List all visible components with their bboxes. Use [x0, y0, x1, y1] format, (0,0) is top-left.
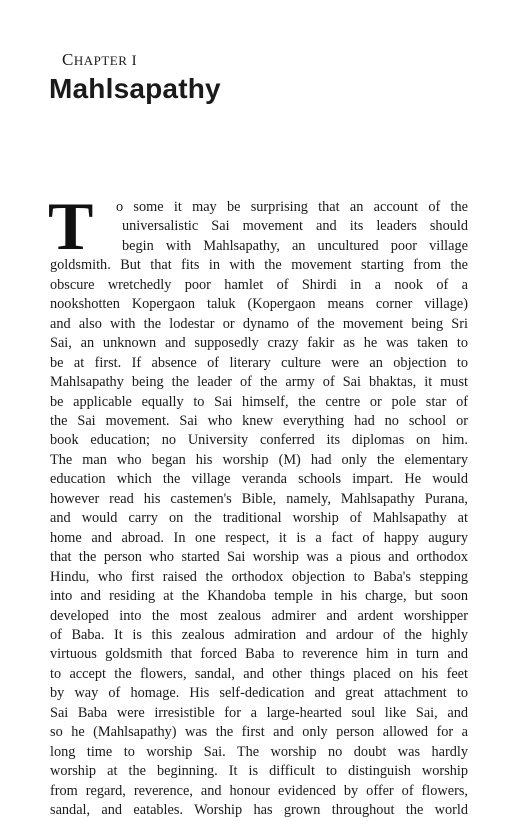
text-line: of Baba. It is this zealous admiration and ardour of the highly — [50, 626, 468, 643]
text-line: to accept the flowers, sandal, and other things placed on his feet — [50, 665, 468, 682]
chapter-title: Mahlsapathy — [49, 73, 221, 104]
chapter-label-rest: HAPTER — [73, 53, 128, 68]
text-line: long time to worship Sai. The worship no doubt was hardly — [50, 743, 468, 760]
text-line: sandal, and eatables. Worship has grown throughout the world — [50, 802, 468, 819]
text-line: goldsmith. But that fits in with the movement starting from the — [50, 257, 468, 274]
chapter-number: I — [131, 53, 138, 69]
text-line: nookshotten Kopergaon taluk (Kopergaon means corner village) — [50, 296, 468, 313]
text-line: education which the village veranda schools impart. He would — [50, 471, 468, 488]
text-line: begin with Mahlsapathy, an uncultured poor village — [122, 237, 468, 254]
text-line: Mahlsapathy being the leader of the army of Sai bhaktas, it must — [50, 374, 468, 391]
text-line: the Sai movement. Sai who knew everything had no school or — [50, 412, 468, 429]
text-line: virtuous goldsmith that forced Baba to reverence him in turn and — [50, 646, 468, 663]
text-line: obscure wretchedly poor hamlet of Shirdi in a nook of a — [50, 276, 468, 293]
text-line: Sai, an unknown and supposedly crazy fakir as he was taken to — [50, 335, 468, 352]
text-line: be at first. If absence of literary culture were an objection to — [50, 354, 468, 371]
text-line: by way of homage. His self-dedication and great attachment to — [50, 685, 468, 702]
text-line: The man who began his worship (M) had only the elementary — [50, 451, 468, 468]
text-line: and also with the lodestar or dynamo of the movement being Sri — [50, 315, 468, 332]
text-line: o some it may be surprising that an account of the — [116, 199, 468, 215]
text-line: and would carry on the traditional worship of Mahlsapathy at — [50, 510, 468, 527]
chapter-label-initial: C — [62, 50, 74, 69]
text-line: developed into the most zealous admirer and ardent worshipper — [50, 607, 468, 624]
text-line: book education; no University conferred its diplomas on him. — [50, 432, 468, 449]
body-text — [48, 188, 468, 821]
text-line: home and abroad. In one respect, it is a fact of happy augury — [50, 529, 468, 546]
drop-cap: T — [48, 188, 94, 264]
text-line: however read his castemen's Bible, namely, Mahlsapathy Purana, — [50, 490, 468, 507]
text-line: worship at the beginning. It is difficult to distinguish worship — [50, 763, 468, 780]
text-line: into and residing at the Khandoba temple in his charge, but soon — [50, 588, 468, 605]
text-line: Hindu, who first raised the orthodox objection to Baba's stepping — [50, 568, 468, 585]
chapter-label — [62, 50, 137, 70]
text-line: be applicable equally to Sai himself, the centre or pole star of — [50, 393, 468, 410]
text-line: universalistic Sai movement and its leaders should — [122, 218, 468, 235]
text-line: Sai Baba were irresistible for a large-hearted soul like Sai, and — [50, 704, 468, 721]
text-line: so he (Mahlsapathy) was the first and only person allowed for a — [50, 724, 468, 741]
text-line: that the person who started Sai worship was a pious and orthodox — [50, 549, 468, 566]
text-line: from regard, reverence, and honour evidenced by offer of flowers, — [50, 782, 468, 799]
